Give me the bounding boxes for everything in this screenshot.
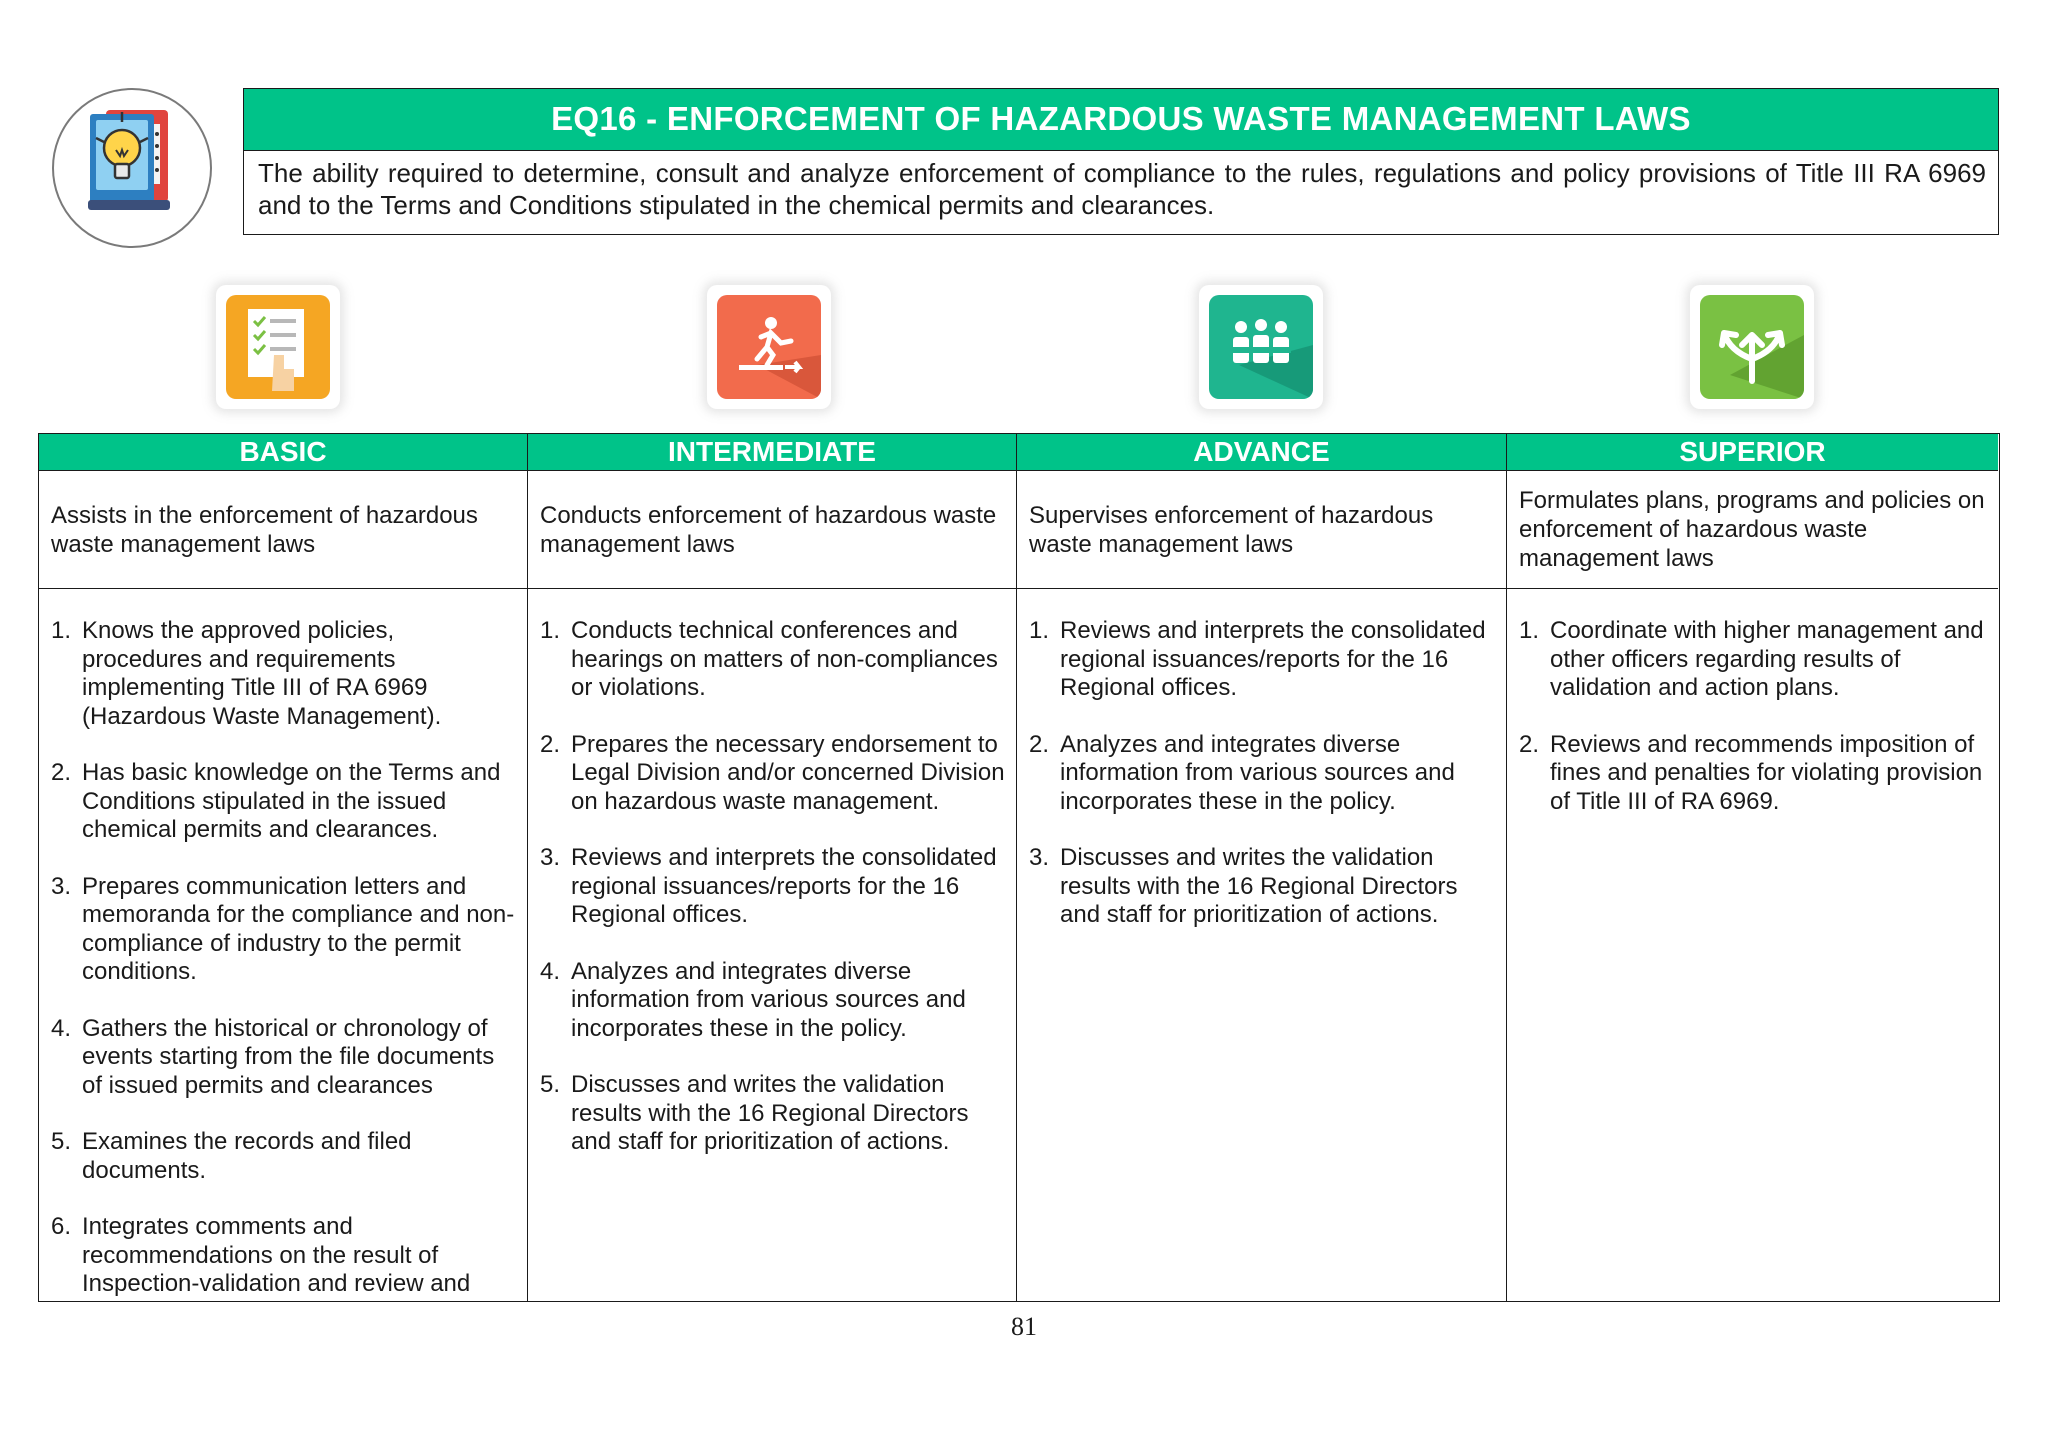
level-items-basic bbox=[39, 589, 528, 1301]
list-item: 5. Examines the records and filed documents. bbox=[51, 1128, 412, 1184]
list-item: 1. Conducts technical conferences and hearings on matters of non-compliances or violations. bbox=[540, 617, 998, 701]
level-items-intermediate bbox=[528, 589, 1017, 1301]
level-header-advance: ADVANCE bbox=[1017, 434, 1507, 471]
list-item: 3. Prepares communication letters and memoranda for the compliance and non-compliance of industry to the permit conditions. bbox=[51, 872, 515, 985]
proficiency-levels-table bbox=[38, 433, 2000, 1302]
list-item: 2. Reviews and recommends imposition of fines and penalties for violating provision of Title III of RA 6969. bbox=[1519, 730, 1983, 815]
level-summary-superior: Formulates plans, programs and policies on enforcement of hazardous waste management laws bbox=[1507, 471, 1998, 589]
intermediate-level-icon-tile bbox=[707, 285, 831, 409]
advance-level-icon-tile bbox=[1199, 285, 1323, 409]
level-summary-basic: Assists in the enforcement of hazardous waste management laws bbox=[39, 471, 528, 589]
direction-arrows-icon bbox=[1700, 295, 1804, 399]
basic-level-icon-tile bbox=[216, 285, 340, 409]
level-items-superior bbox=[1507, 589, 1998, 1301]
level-summary-intermediate: Conducts enforcement of hazardous waste management laws bbox=[528, 471, 1017, 589]
runner-exit-icon bbox=[717, 295, 821, 399]
list-item: 3. Reviews and interprets the consolidated regional issuances/reports for the 16 Regional offices. bbox=[540, 844, 997, 928]
checklist-icon bbox=[226, 295, 330, 399]
level-header-superior: SUPERIOR bbox=[1507, 434, 1998, 471]
list-item: 1. Coordinate with higher management and other officers regarding results of validation and action plans. bbox=[1519, 617, 1984, 701]
competency-description: The ability required to determine, consult and analyze enforcement of compliance to the rules, regulations and policy provisions of Title III RA 6969 and to the Terms and Conditions stipulated in the chemical permits and clearances. bbox=[258, 158, 1986, 220]
list-item: 1. Knows the approved policies, procedures and requirements implementing Title III of RA 6969 (Hazardous Waste Management). bbox=[51, 617, 442, 730]
list-item: 1. Reviews and interprets the consolidated regional issuances/reports for the 16 Regional offices. bbox=[1029, 617, 1486, 701]
superior-level-icon-tile bbox=[1690, 285, 1814, 409]
list-item: 2. Has basic knowledge on the Terms and Conditions stipulated in the issued chemical permits and clearances. bbox=[51, 759, 501, 843]
page-title: EQ16 - ENFORCEMENT OF HAZARDOUS WASTE MANAGEMENT LAWS bbox=[244, 89, 1998, 151]
lightbulb-book-icon bbox=[54, 90, 210, 246]
list-item: 4. Analyzes and integrates diverse information from various sources and incorporates these in the policy. bbox=[540, 957, 966, 1042]
level-summary-advance: Supervises enforcement of hazardous waste management laws bbox=[1017, 471, 1507, 589]
page-number: 81 bbox=[1011, 1312, 1037, 1341]
level-items-advance bbox=[1017, 589, 1507, 1301]
list-item: 4. Gathers the historical or chronology of events starting from the file documents of issued permits and clearances bbox=[51, 1014, 495, 1099]
list-item: 5. Discusses and writes the validation results with the 16 Regional Directors and staff for prioritization of actions. bbox=[540, 1071, 969, 1155]
logo bbox=[52, 88, 212, 248]
level-header-intermediate: INTERMEDIATE bbox=[528, 434, 1017, 471]
list-item: 3. Discusses and writes the validation results with the 16 Regional Directors and staff for prioritization of actions. bbox=[1029, 844, 1458, 928]
team-icon bbox=[1209, 295, 1313, 399]
list-item: 6. Integrates comments and recommendations on the result of Inspection-validation and review and bbox=[51, 1213, 471, 1297]
list-item: 2. Analyzes and integrates diverse information from various sources and incorporates these in the policy. bbox=[1029, 730, 1455, 815]
list-item: 2. Prepares the necessary endorsement to Legal Division and/or concerned Division on hazardous waste management. bbox=[540, 730, 1005, 815]
level-header-basic: BASIC bbox=[39, 434, 528, 471]
competency-header bbox=[243, 88, 1999, 235]
